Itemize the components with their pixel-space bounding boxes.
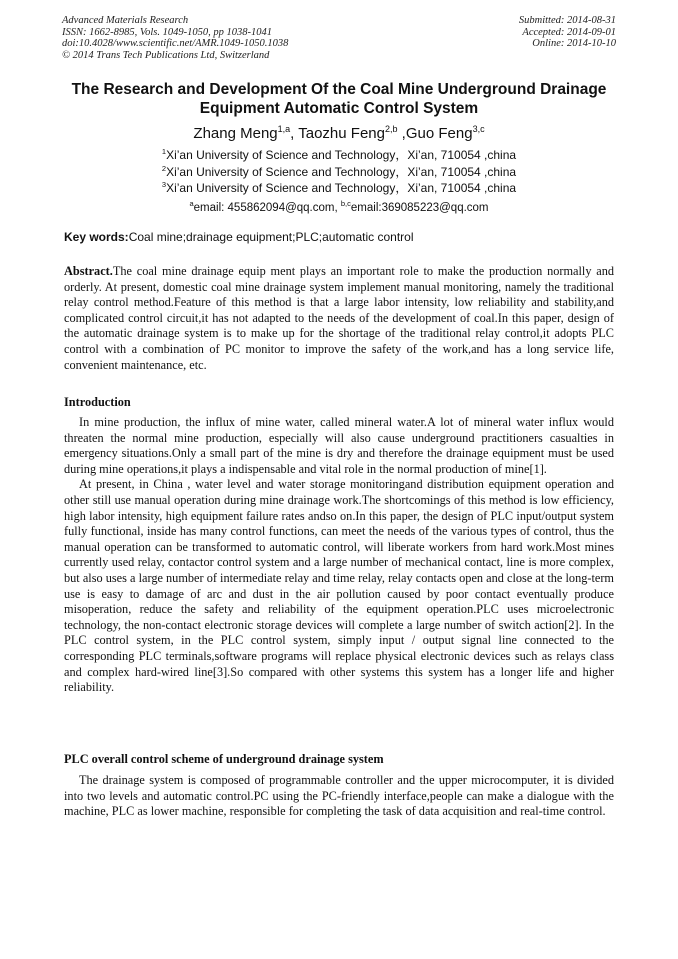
paragraph: At present, in China , water level and water storage monitoringand distribution equipment operation and other still use manual operation during mine drainage work.The shortcomings of this method is low efficiency, high labor intensity, high equipment failure rates andso on.In this paper, the design of PLC input/output system fully functional, inside has many control functions, can meet the needs of the various types of control, thus the manual operation can be transformed to automatic control, will liberate workers from hard work.Most mines currently used relay, contactor control system and a large number of mechanical contact, line is more complex, but also uses a large number of intermediate relay and time relay, relay contacts open and close at the long-term use is easy to damage of arc and dust in the air pollution caused by poor contact eventually produce misoperation, reduce the safety and reliability of the equipment operation.PLC uses microelectronic technology, the non-contact electronic storage devices will complete a large number of switch action[2]. In the PLC control system, in the PLC control system, simply input / output signal line connected to the corresponding PLC terminals,software programs will replace physical electronic devices such as relays class and complex hard-wired line[3].So compared with other systems this system has a longer life and higher reliability. [64,477,614,695]
affiliation-number: 1 [161,147,167,156]
email-address: email:369085223@qq.com [350,202,489,214]
author-name: Guo Feng [405,125,473,142]
paper-title-line-2: Equipment Automatic Control System [199,100,479,117]
journal-name: Advanced Materials Research [62,15,189,26]
affiliation [0,164,678,181]
keywords-text: Coal mine;drainage equipment;PLC;automatic control [128,230,414,244]
online-date: Online: 2014-10-10 [532,38,616,50]
paragraph: In mine production, the influx of mine water, called mineral water.A lot of mineral water influx would threaten the normal mine production, especially will also cause underground practitioners casualties in emergency situations.Only a small part of the mine is dry and therefore the drainage equipment must be used during mine operations,it plays a indispensable and vital role in the normal production of mine[1]. [64,415,614,476]
affiliation [0,180,678,197]
introduction-body [64,415,614,696]
journal-issn: ISSN: 1662-8985, Vols. 1049-1050, pp 1038-1041 [62,26,272,38]
paper-title [40,80,638,118]
author-superscript: 1,a [277,124,291,134]
affiliation-number: 3 [161,180,167,189]
submitted-date: Submitted: 2014-08-31 [518,15,616,26]
paper-title-line-1: The Research and Development Of the Coal Mine Underground Drainage [71,81,607,98]
affiliation-text: Xi’an University of Science and Technology，Xi’an, 710054 ,china [166,164,517,179]
plc-body [64,773,614,820]
journal-info [62,15,288,61]
author-name: Zhang Meng [193,125,278,142]
accepted-date: Accepted: 2014-09-01 [522,26,616,38]
journal-copyright: © 2014 Trans Tech Publications Ltd, Switzerland [62,49,270,61]
abstract [64,264,614,373]
section-heading-introduction: Introduction [64,395,131,409]
affiliation-text: Xi’an University of Science and Technology，Xi’an, 710054 ,china [166,181,517,195]
abstract-label: Abstract. [64,264,113,278]
author-list: Zhang Meng$^{1,a}$, Taozhu Feng$^{2,b}$ ,Guo Feng$^{3,c}$ [193,124,485,142]
publication-dates [519,15,616,50]
section-heading-plc: PLC overall control scheme of underground drainage system [64,752,384,766]
abstract-text: The coal mine drainage equip ment plays an important role to make the production normally and orderly. At present, domestic coal mine drainage system implement manual monitoring, namely the traditional relay control method.Feature of this method is that a large labor intensity, low reliability and stability,and complicated control circuit,it has not adapted to the needs of the development of coal.In this paper, design of the automatic drainage system is to make up for the shortage of the traditional relay control,it adopts PLC control with a combination of PC monitor to improve the safety of the work,and has a long service life, convenient maintenance, etc. [64,264,614,372]
author-superscript: 3,c [472,124,485,134]
email-superscript: b,c [340,199,351,208]
journal-doi: doi:10.4028/www.scientific.net/AMR.1049-1050.1038 [62,38,289,50]
affiliation-number: 2 [161,163,167,173]
affiliation-text: Xi’an University of Science and Technology，Xi’an, 710054 ,china [166,148,517,162]
author-name: Taozhu Feng [298,125,385,142]
email-superscript: a [189,199,194,208]
email-address: email: 455862094@qq.com, [193,202,338,214]
keywords [64,230,414,245]
affiliation [0,147,678,164]
paragraph: The drainage system is composed of programmable controller and the upper microcomputer, it is divided into two levels and automatic control.PC using the PC-friendly interface,people can make a dialogue with the machine, PLC as lower machine, responsible for completing the task of data acquisition and real-time control. [64,773,614,819]
affiliation-list [0,147,678,197]
author-superscript: 2,b [384,124,398,134]
author-emails [0,201,678,215]
keywords-label: Key words: [64,230,129,244]
